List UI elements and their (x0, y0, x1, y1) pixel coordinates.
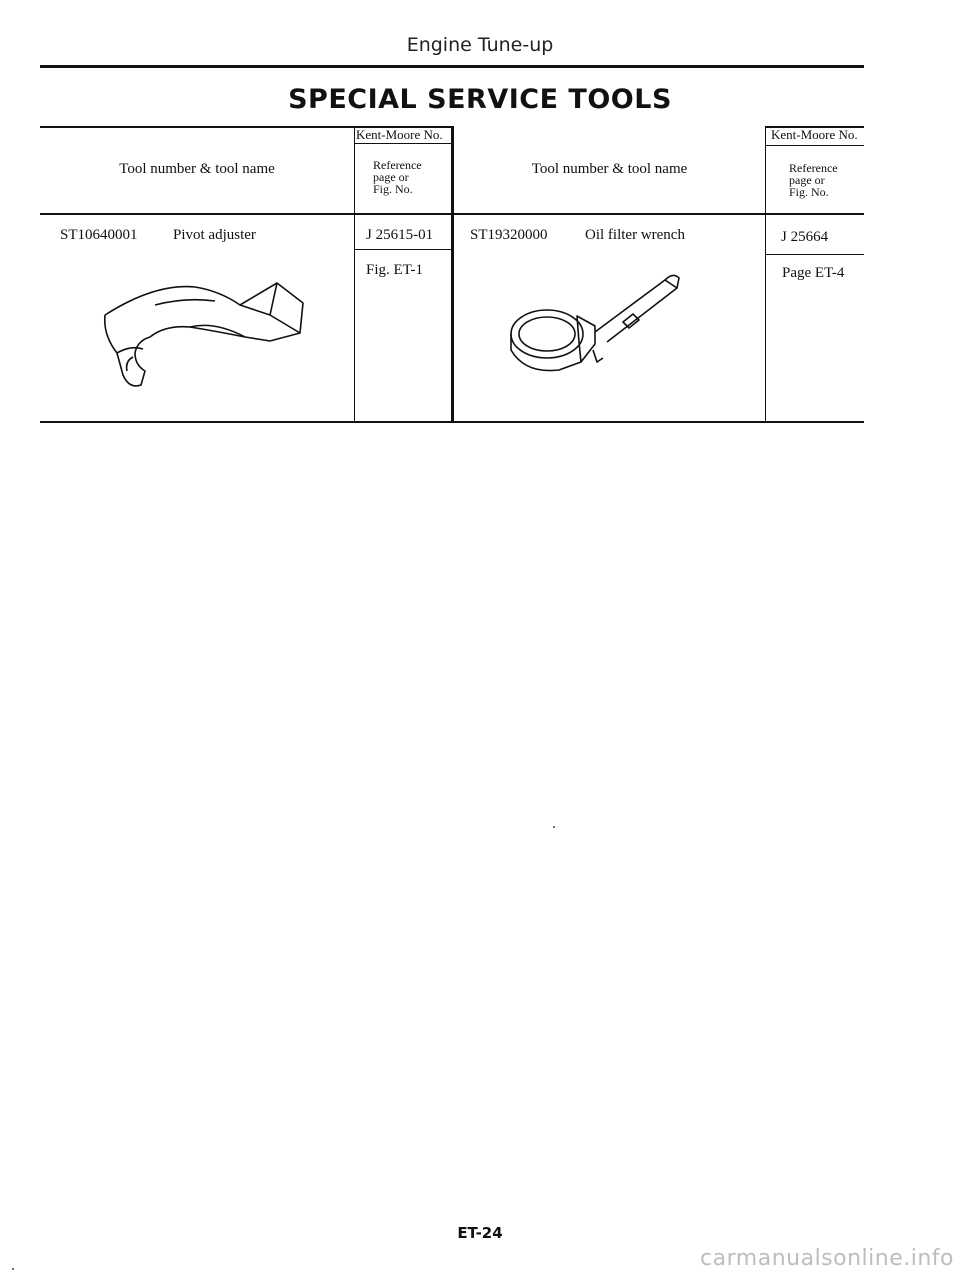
oil-filter-wrench-illustration (505, 270, 695, 380)
page-number: ET-24 (457, 1224, 503, 1242)
ref-header-line: page or (789, 173, 825, 187)
scan-speck (12, 1268, 14, 1270)
ref-header-line: Reference (373, 158, 422, 172)
tool-header-right: Tool number & tool name (531, 161, 688, 177)
tool-number: ST19320000 (470, 227, 548, 243)
tool-name: Pivot adjuster (173, 227, 256, 243)
scan-speck (553, 826, 555, 828)
ref-header-right (789, 162, 838, 198)
reference: Fig. ET-1 (366, 262, 423, 278)
tool-name: Oil filter wrench (585, 227, 685, 243)
ref-divider-left (354, 249, 452, 250)
watermark: carmanualsonline.info (700, 1246, 954, 1271)
ref-header-line: page or (373, 170, 409, 184)
kent-moore-number: J 25615-01 (366, 227, 434, 243)
ref-header-line: Reference (789, 161, 838, 175)
tool-number: ST10640001 (60, 227, 138, 243)
km-header-right: Kent-Moore No. (771, 127, 858, 142)
tool-header-left: Tool number & tool name (119, 161, 275, 177)
tools-table (0, 0, 960, 440)
reference: Page ET-4 (782, 265, 845, 281)
pivot-adjuster-illustration (95, 275, 315, 395)
km-underline-left (354, 143, 452, 144)
col-divider-right-km (765, 126, 766, 422)
ref-header-line: Fig. No. (373, 182, 413, 196)
ref-divider-right (765, 254, 864, 255)
km-header-left: Kent-Moore No. (356, 127, 443, 142)
ref-header-left (373, 159, 422, 195)
col-divider-left-km (354, 126, 355, 422)
ref-header-line: Fig. No. (789, 185, 829, 199)
km-underline-right (765, 145, 864, 146)
page-title: SPECIAL SERVICE TOOLS (288, 84, 672, 115)
kent-moore-number: J 25664 (781, 229, 829, 245)
section-heading: Engine Tune-up (406, 34, 554, 56)
